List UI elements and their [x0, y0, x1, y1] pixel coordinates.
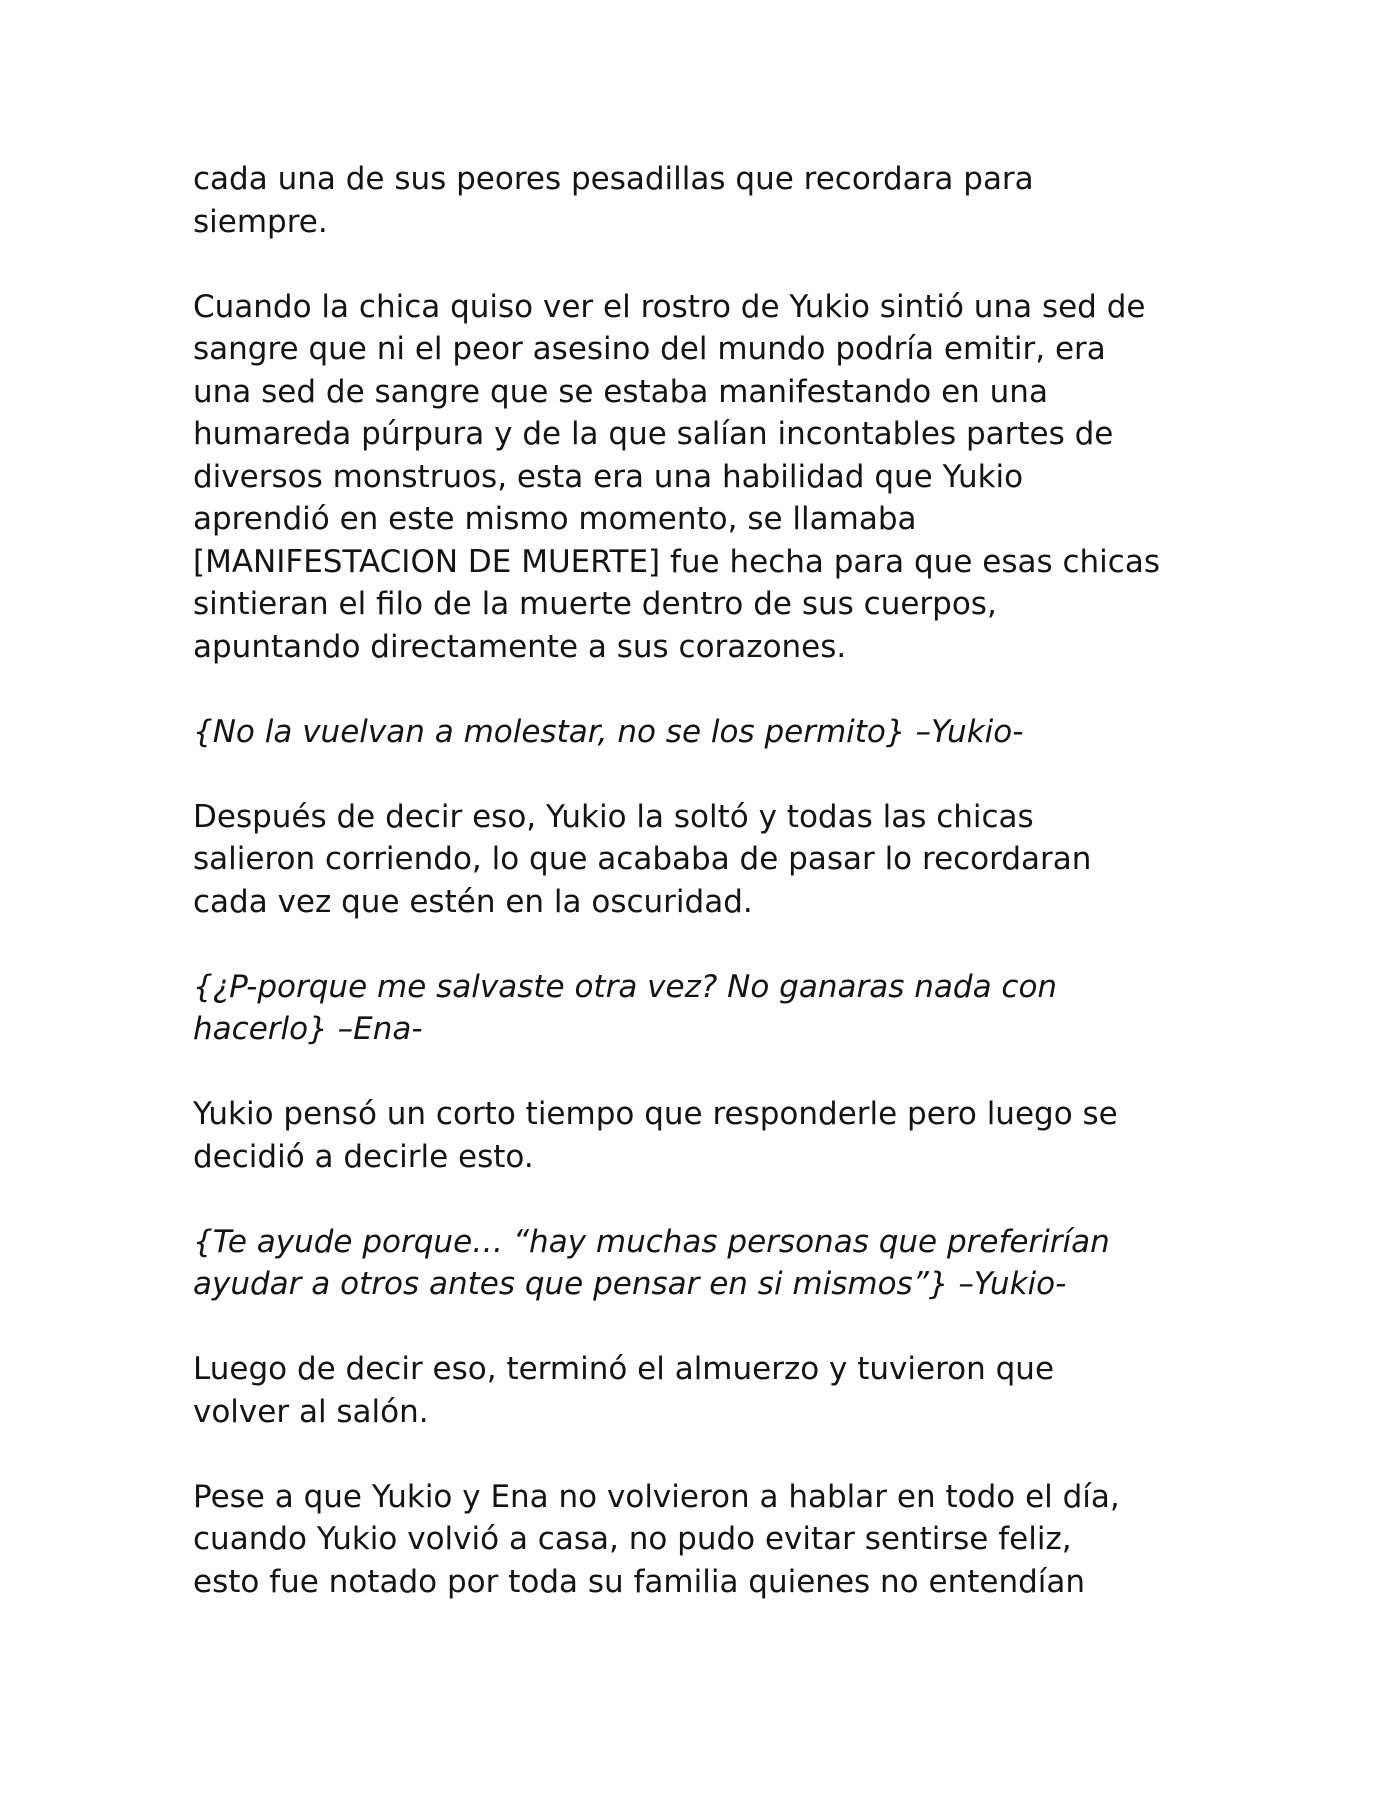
paragraph-3 — [193, 796, 1223, 924]
text-line: salieron corriendo, lo que acababa de pasar lo recordaran — [193, 841, 1092, 877]
text-line: diversos monstruos, esta era una habilidad que Yukio — [193, 458, 1024, 495]
text-line: siempre. — [193, 203, 328, 240]
dialogue-yukio-1 — [193, 711, 1223, 754]
text-line: Luego de decir eso, terminó el almuerzo y tuvieron que — [193, 1351, 1055, 1387]
paragraph-1 — [193, 158, 1223, 243]
dialogue-ena — [193, 966, 1223, 1051]
dialogue-yukio-2 — [193, 1221, 1223, 1306]
text-line: una sed de sangre que se estaba manifestando en una — [193, 373, 1048, 410]
text-line: esto fue notado por toda su familia quienes no entendían — [193, 1563, 1086, 1600]
paragraph-5 — [193, 1348, 1223, 1433]
text-line: Cuando la chica quiso ver el rostro de Yukio sintió una sed de — [193, 288, 1146, 325]
text-line: humareda púrpura y de la que salían incontables partes de — [193, 416, 1114, 452]
text-line: Después de decir eso, Yukio la soltó y todas las chicas — [193, 798, 1034, 835]
text-line: Pese a que Yukio y Ena no volvieron a hablar en todo el día, — [193, 1478, 1120, 1515]
text-line: sintieran el filo de la muerte dentro de sus cuerpos, — [193, 586, 997, 622]
text-line: hacerlo} –Ena- — [193, 1011, 423, 1047]
text-line: decidió a decirle esto. — [193, 1138, 534, 1175]
text-line: Yukio pensó un corto tiempo que responderle pero luego se — [193, 1096, 1118, 1132]
paragraph-6 — [193, 1476, 1223, 1604]
text-line: {¿P-porque me salvaste otra vez? No ganaras nada con — [193, 968, 1058, 1005]
paragraph-2 — [193, 286, 1223, 669]
text-line: aprendió en este mismo momento, se llamaba — [193, 501, 917, 537]
text-line: volver al salón. — [193, 1393, 429, 1430]
text-line: {No la vuelvan a molestar, no se los permito} –Yukio- — [193, 713, 1024, 750]
text-line: sangre que ni el peor asesino del mundo podría emitir, era — [193, 331, 1106, 367]
text-line: ayudar a otros antes que pensar en si mismos”} –Yukio- — [193, 1266, 1067, 1302]
document-page — [193, 158, 1223, 1646]
text-line: {Te ayude porque… “hay muchas personas que preferirían — [193, 1223, 1110, 1260]
paragraph-4 — [193, 1093, 1223, 1178]
text-line: [MANIFESTACION DE MUERTE] fue hecha para que esas chicas — [193, 543, 1160, 580]
text-line: cada una de sus peores pesadillas que recordara para — [193, 161, 1034, 197]
text-line: apuntando directamente a sus corazones. — [193, 628, 847, 665]
text-line: cuando Yukio volvió a casa, no pudo evitar sentirse feliz, — [193, 1521, 1072, 1557]
text-line: cada vez que estén en la oscuridad. — [193, 883, 753, 920]
